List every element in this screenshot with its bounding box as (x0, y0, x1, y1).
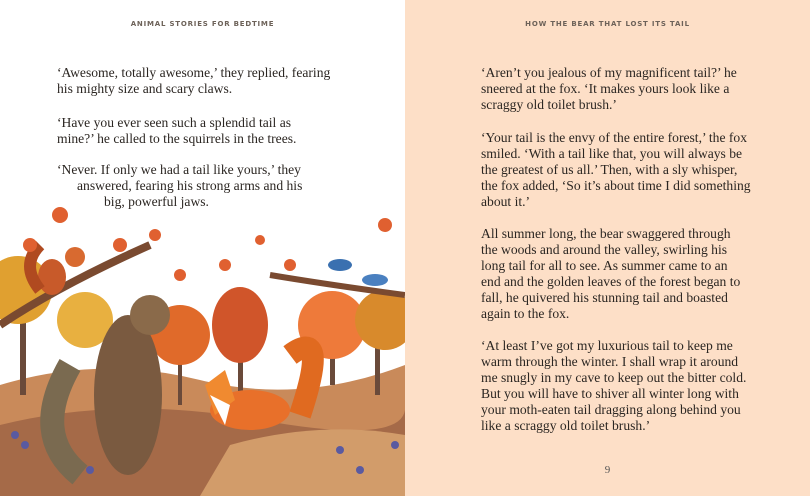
text-line: smiled. ‘With a tail like that, you will always be (481, 146, 743, 161)
text-line: ‘Have you ever seen such a splendid tail as (57, 115, 292, 130)
text-line: the woods and around the valley, swirling his (481, 242, 728, 257)
text-line: scraggy old toilet brush.’ (481, 97, 617, 112)
bird (328, 259, 388, 286)
page-number: 9 (604, 464, 611, 476)
text-line: end and the golden leaves of the forest began to (481, 274, 741, 289)
text-line: about it.’ (481, 194, 531, 209)
text-line: warm through the winter. I shall wrap it around (481, 354, 739, 369)
text-line: All summer long, the bear swaggered through (481, 226, 731, 241)
text-line: fall, he quivered his stunning tail and boasted (481, 290, 728, 305)
right-page (405, 0, 810, 496)
text-line: ‘Your tail is the envy of the entire forest,’ the fox (481, 130, 748, 145)
text-line: again to the fox. (481, 306, 570, 321)
text-line: answered, fearing his strong arms and his (77, 178, 303, 193)
text-line: the greatest of us all.’ Then, with a sly whisper, (481, 162, 738, 177)
text-line: me snugly in my cave to keep out the bitter cold. (481, 370, 747, 385)
text-line: his mighty size and scary claws. (57, 81, 233, 96)
text-line: sneered at the fox. ‘It makes yours look like a (481, 81, 730, 96)
text-line: ‘Awesome, totally awesome,’ they replied, fearing (57, 65, 331, 80)
text-line: big, powerful jaws. (104, 194, 209, 209)
running-head: HOW THE BEAR THAT LOST ITS TAIL (525, 20, 690, 28)
text-line: like a scraggy old toilet brush.’ (481, 418, 651, 433)
autumn-forest-illustration (0, 205, 405, 496)
text-line: ‘Aren’t you jealous of my magnificent tail?’ he (481, 65, 737, 80)
text-line: mine?’ he called to the squirrels in the trees. (57, 131, 297, 146)
text-line: ‘At least I’ve got my luxurious tail to keep me (481, 338, 733, 353)
text-line: your moth-eaten tail dragging along behind you (481, 402, 741, 417)
text-line: the fox added, ‘So it’s about time I did something (481, 178, 751, 193)
running-head: ANIMAL STORIES FOR BEDTIME (130, 20, 275, 28)
text-line: ‘Never. If only we had a tail like yours,’ they (57, 162, 301, 177)
text-line: But you will have to shiver all winter long with (481, 386, 739, 401)
text-line: long tail for all to see. As summer came to an (481, 258, 728, 273)
